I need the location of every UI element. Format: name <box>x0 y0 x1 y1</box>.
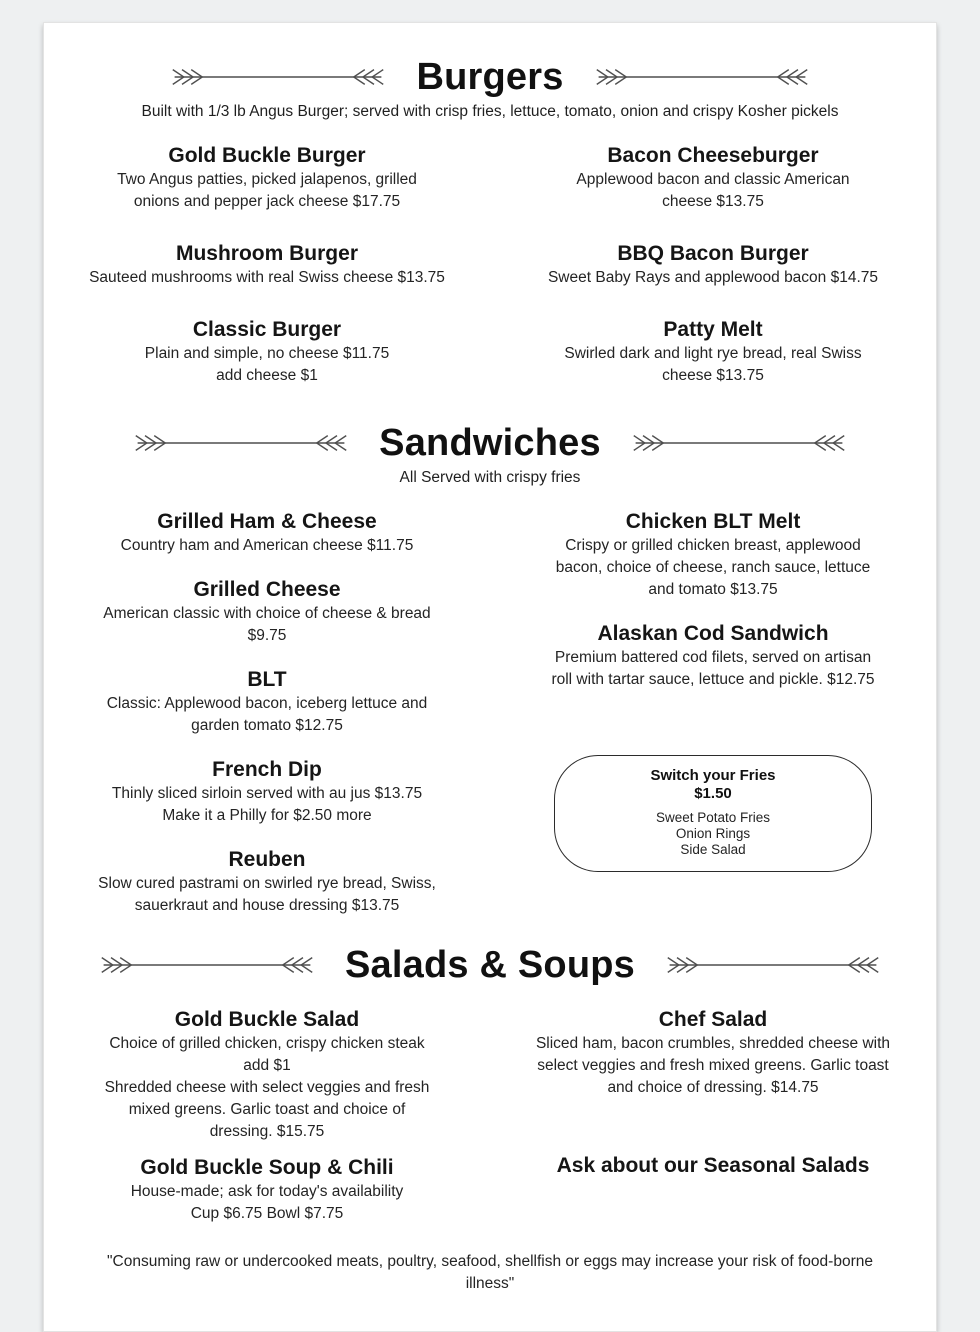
item-desc: Thinly sliced sirloin served with au jus $13.75 <box>111 785 423 802</box>
item-name: Alaskan Cod Sandwich <box>597 622 829 645</box>
menu-item-gold-buckle-burger <box>97 143 437 213</box>
section-subtitle: All Served with crispy fries <box>399 469 581 486</box>
page-background <box>0 22 980 1332</box>
section-header-sandwiches <box>68 421 912 465</box>
item-name: Chef Salad <box>658 1008 768 1031</box>
seasonal-salads-note: Ask about our Seasonal Salads <box>556 1154 870 1177</box>
menu-item-chef-salad <box>533 1007 893 1099</box>
menu-item-bacon-cheeseburger <box>558 143 868 213</box>
section-header-burgers <box>68 55 912 99</box>
section-title: Salads & Soups <box>345 944 635 986</box>
salads-columns <box>44 1007 936 1237</box>
item-name: Gold Buckle Soup & Chili <box>140 1156 394 1179</box>
menu-item-bbq-bacon-burger <box>548 241 878 289</box>
item-desc: Country ham and American cheese $11.75 <box>120 537 414 554</box>
item-desc: Slow cured pastrami on swirled rye bread, Swiss, sauerkraut and house dressing $13.75 <box>98 875 436 914</box>
item-name: Classic Burger <box>192 318 342 341</box>
item-name: Gold Buckle Burger <box>168 144 366 167</box>
arrow-divider-icon <box>623 431 855 455</box>
item-desc: House-made; ask for today's availability <box>130 1183 404 1200</box>
burgers-right-column <box>490 143 936 415</box>
menu-item-grilled-ham-cheese <box>121 509 414 557</box>
arrow-divider-icon <box>91 953 323 977</box>
menu-item-patty-melt <box>543 317 883 387</box>
item-name: Gold Buckle Salad <box>174 1008 360 1031</box>
item-name: Bacon Cheeseburger <box>607 144 819 167</box>
salads-left-column <box>44 1007 490 1237</box>
section-burgers <box>44 55 936 415</box>
item-desc: Swirled dark and light rye bread, real Swiss cheese $13.75 <box>564 345 862 384</box>
sandwiches-right-column <box>490 509 936 937</box>
item-desc: Sweet Baby Rays and applewood bacon $14.75 <box>547 269 879 286</box>
item-desc: Shredded cheese with select veggies and fresh mixed greens. Garlic toast and choice of dressing. $15.75 <box>104 1079 430 1140</box>
item-desc: American classic with choice of cheese & bread $9.75 <box>103 605 431 644</box>
menu-item-blt <box>97 667 437 737</box>
item-name: Patty Melt <box>663 318 763 341</box>
menu-item-classic-burger <box>145 317 389 387</box>
burgers-left-column <box>44 143 490 415</box>
menu-item-french-dip <box>112 757 422 827</box>
sandwiches-columns <box>44 509 936 937</box>
section-title: Sandwiches <box>379 422 601 464</box>
menu-item-reuben <box>87 847 447 917</box>
item-desc: Premium battered cod filets, served on artisan roll with tartar sauce, lettuce and pickle. $12.75 <box>551 649 875 688</box>
footer-disclaimer: "Consuming raw or undercooked meats, poultry, seafood, shellfish or eggs may increase your risk of food-borne illness" <box>107 1253 873 1292</box>
arrow-divider-icon <box>125 431 357 455</box>
arrow-divider-icon <box>657 953 889 977</box>
fries-option: Sweet Potato Fries <box>655 810 771 825</box>
section-header-salads-soups <box>68 943 912 987</box>
item-desc: add cheese $1 <box>216 367 318 384</box>
fries-option: Onion Rings <box>675 826 751 841</box>
section-sandwiches <box>44 421 936 937</box>
section-subtitle: Built with 1/3 lb Angus Burger; served with crisp fries, lettuce, tomato, onion and crispy Kosher pickels <box>141 103 839 120</box>
sandwiches-left-column <box>44 509 490 937</box>
item-desc: Classic: Applewood bacon, iceberg lettuce and garden tomato $12.75 <box>106 695 428 734</box>
menu-page <box>43 22 937 1332</box>
item-name: French Dip <box>212 758 322 781</box>
item-desc: Sauteed mushrooms with real Swiss cheese $13.75 <box>89 269 445 286</box>
item-name: Mushroom Burger <box>175 242 358 265</box>
burgers-columns <box>44 143 936 415</box>
salads-right-column <box>490 1007 936 1237</box>
fries-box-title: Switch your Fries <box>650 767 776 784</box>
item-desc: Choice of grilled chicken, crispy chicken steak add $1 <box>109 1035 425 1074</box>
section-title: Burgers <box>416 56 564 98</box>
switch-your-fries-box <box>554 755 872 872</box>
item-desc: Sliced ham, bacon crumbles, shredded cheese with select veggies and fresh mixed greens. Garlic toast and choice of dressing. $14.75 <box>535 1035 891 1096</box>
fries-option: Side Salad <box>680 842 746 857</box>
menu-item-grilled-cheese <box>97 577 437 647</box>
arrow-divider-icon <box>162 65 394 89</box>
menu-item-chicken-blt-melt <box>543 509 883 601</box>
menu-item-mushroom-burger <box>89 241 445 289</box>
item-name: Reuben <box>228 848 306 871</box>
item-desc: Cup $6.75 Bowl $7.75 <box>190 1205 344 1222</box>
item-name: Grilled Ham & Cheese <box>157 510 377 533</box>
item-desc: Make it a Philly for $2.50 more <box>162 807 372 824</box>
item-desc: Applewood bacon and classic American cheese $13.75 <box>576 171 850 210</box>
menu-item-gold-buckle-soup-chili <box>131 1155 404 1225</box>
menu-item-gold-buckle-salad <box>97 1007 437 1143</box>
item-desc: Crispy or grilled chicken breast, applewood bacon, choice of cheese, ranch sauce, lettuce and tomato $13.75 <box>555 537 871 598</box>
item-desc: Two Angus patties, picked jalapenos, grilled onions and pepper jack cheese $17.75 <box>117 171 417 210</box>
menu-item-alaskan-cod-sandwich <box>543 621 883 691</box>
item-name: Chicken BLT Melt <box>625 510 801 533</box>
fries-box-price: $1.50 <box>694 785 732 802</box>
arrow-divider-icon <box>586 65 818 89</box>
item-name: BBQ Bacon Burger <box>617 242 809 265</box>
item-name: Grilled Cheese <box>193 578 341 601</box>
item-name: BLT <box>247 668 287 691</box>
item-desc: Plain and simple, no cheese $11.75 <box>144 345 390 362</box>
section-salads-soups <box>44 943 936 1237</box>
